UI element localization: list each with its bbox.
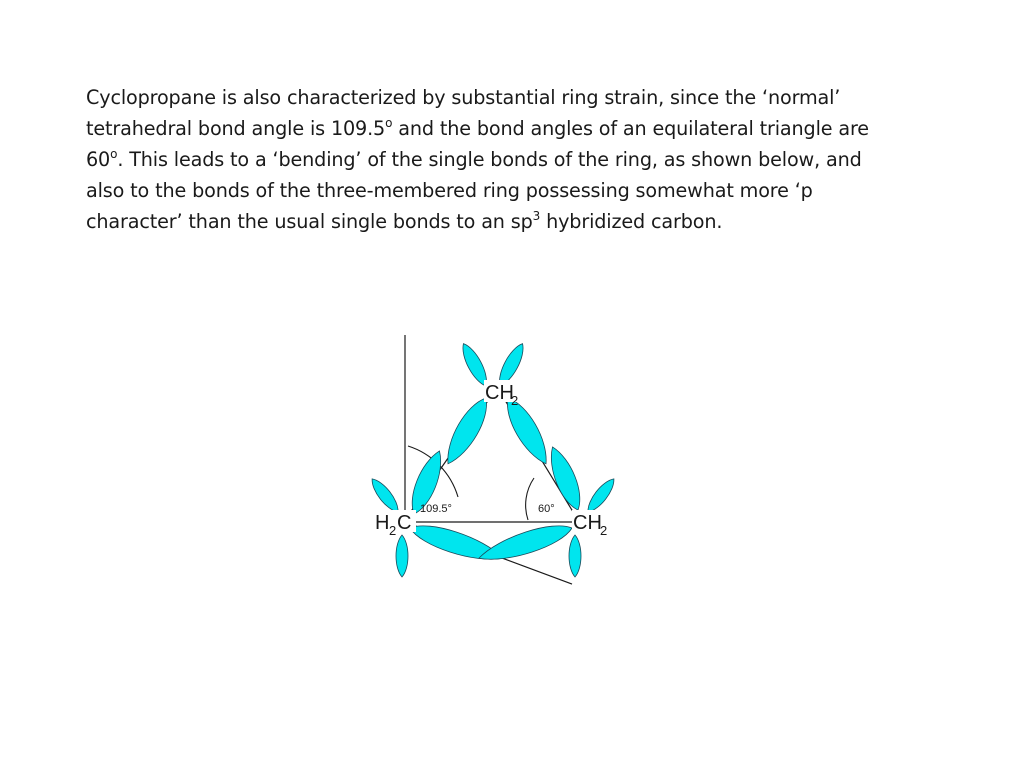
- top-carbon-text: CH: [485, 382, 514, 404]
- orbital-lobe-top-ring-left-2: [439, 393, 495, 469]
- left-carbon-h: H: [375, 512, 390, 534]
- line2-text-a: tetrahedral bond angle is 109.5: [86, 117, 386, 140]
- line2-text-b: and the bond angles of an equilateral triangle are: [392, 117, 869, 140]
- line3-text-b: . This leads to a ‘bending’ of the single bonds of the ring, as shown below, and: [117, 148, 862, 171]
- hybridization-superscript: 3: [532, 208, 541, 223]
- triangle-angle-arc: [526, 478, 534, 520]
- orbital-lobe-top-ring-right: [499, 393, 555, 469]
- right-carbon-label: [572, 510, 616, 538]
- degree-superscript: o: [110, 146, 118, 161]
- degree-superscript: o: [385, 115, 393, 130]
- right-carbon-subscript: 2: [600, 523, 608, 538]
- orbital-lobe-bottom-right: [476, 518, 576, 568]
- tetrahedral-angle-label: 109.5°: [420, 503, 452, 515]
- line3-text-a: 60: [86, 148, 111, 171]
- paragraph-line-1: Cyclopropane is also characterized by substantial ring strain, since the ‘normal’: [86, 86, 841, 109]
- top-carbon-subscript: 2: [511, 393, 519, 408]
- line5-text-b: hybridized carbon.: [540, 210, 723, 233]
- paragraph-line-4: also to the bonds of the three-membered ring possessing somewhat more ‘p: [86, 179, 813, 202]
- line5-text-a: character’ than the usual single bonds to an sp: [86, 210, 533, 233]
- orbital-lobe-bottom-left: [407, 518, 507, 568]
- right-carbon-text: CH: [573, 512, 602, 534]
- orbital-lobe-right-h-up: [583, 475, 618, 515]
- orbital-lobe-left-h-down: [396, 535, 408, 577]
- top-carbon-label: [484, 380, 526, 408]
- orbital-lobe-left-h-up: [367, 475, 402, 515]
- left-carbon-subscript: 2: [389, 523, 397, 538]
- left-carbon-c: C: [397, 512, 412, 534]
- orbital-lobe-right-h-down: [569, 535, 581, 577]
- left-carbon-label: [374, 510, 416, 538]
- triangle-angle-label: 60°: [538, 503, 555, 515]
